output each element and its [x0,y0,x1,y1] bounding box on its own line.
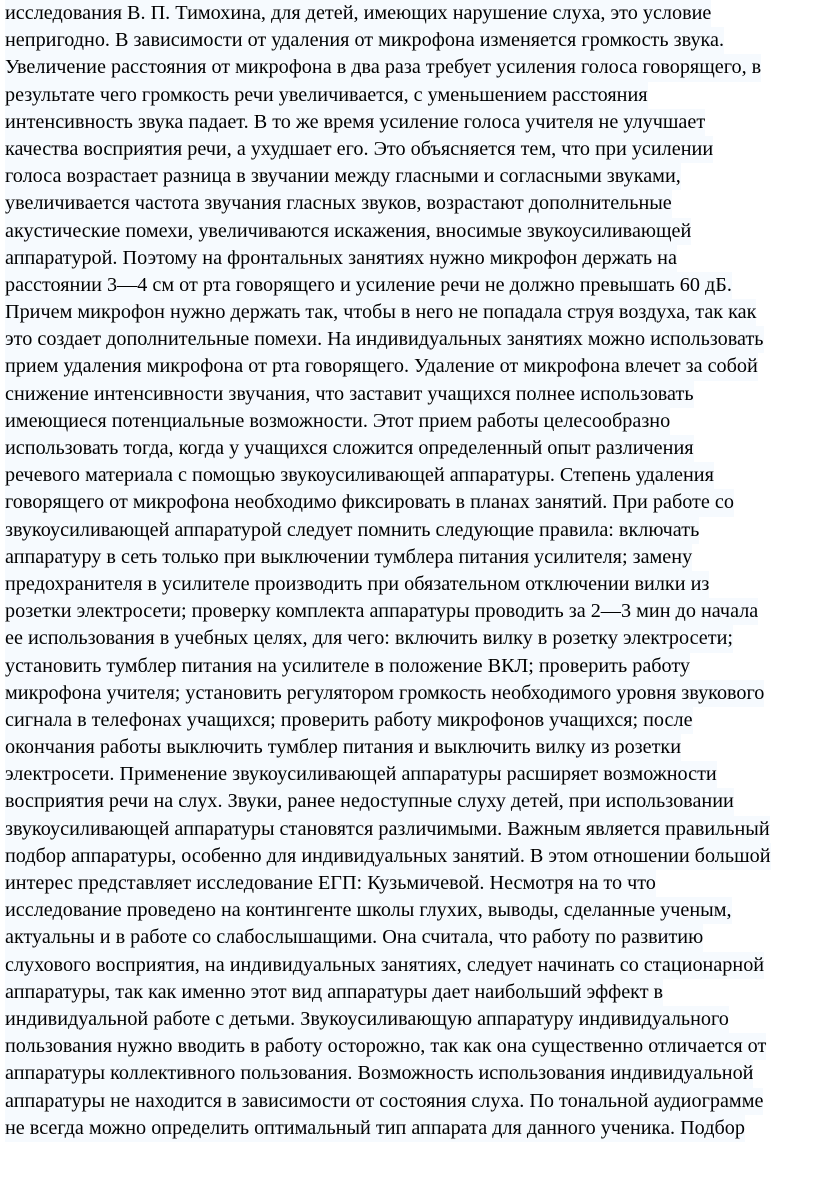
text-line: непригодно. В зависимости от удаления от микрофона изменяется громкость звука. [5,27,724,54]
text-line: Увеличение расстояния от микрофона в два раза требует усиления голоса говорящего, в [5,54,761,81]
text-line: качества восприятия речи, а ухудшает его. Это объясняется тем, что при усилении [5,136,713,163]
text-line: слухового восприятия, на индивидуальных занятиях, следует начинать со стационарной [5,952,764,979]
text-line: расстоянии 3—4 см от рта говорящего и усиление речи не должно превышать 60 дБ. [5,272,732,299]
text-line: установить тумблер питания на усилителе в положение ВКЛ; проверить работу [5,653,690,680]
text-line: пользования нужно вводить в работу осторожно, так как она существенно отличается от [5,1033,766,1060]
text-line: ее использования в учебных целях, для чего: включить вилку в розетку электросети; [5,625,733,652]
text-line: электросети. Применение звукоусиливающей аппаратуры расширяет возможности [5,761,717,788]
text-line: индивидуальной работе с детьми. Звукоусиливающую аппаратуру индивидуального [5,1006,729,1033]
text-line: голоса возрастает разница в звучании между гласными и согласными звуками, [5,163,681,190]
text-line: звукоусиливающей аппаратурой следует помнить следующие правила: включать [5,517,699,544]
text-line: микрофона учителя; установить регулятором громкость необходимого уровня звукового [5,680,764,707]
text-line: исследования В. П. Тимохина, для детей, имеющих нарушение слуха, это условие [5,0,711,27]
text-line: снижение интенсивности звучания, что заставит учащихся полнее использовать [5,381,694,408]
text-line: интерес представляет исследование ЕГП: Кузьмичевой. Несмотря на то что [5,870,656,897]
text-line: исследование проведено на контингенте школы глухих, выводы, сделанные ученым, [5,897,732,924]
text-line: это создает дополнительные помехи. На индивидуальных занятиях можно использовать [5,326,764,353]
text-line: аппаратуру в сеть только при выключении тумблера питания усилителя; замену [5,544,692,571]
document-body [5,0,771,1142]
text-line: говорящего от микрофона необходимо фиксировать в планах занятий. При работе со [5,489,734,516]
text-line: не всегда можно определить оптимальный тип аппарата для данного ученика. Подбор [5,1115,745,1142]
text-line: розетки электросети; проверку комплекта аппаратуры проводить за 2—3 мин до начала [5,598,758,625]
text-line: аппаратуры не находится в зависимости от состояния слуха. По тональной аудиограмме [5,1088,763,1115]
text-line: окончания работы выключить тумблер питания и выключить вилку из розетки [5,734,681,761]
text-line: предохранителя в усилителе производить при обязательном отключении вилки из [5,571,709,598]
text-line: речевого материала с помощью звукоусиливающей аппаратуры. Степень удаления [5,462,714,489]
text-line: результате чего громкость речи увеличивается, с уменьшением расстояния [5,82,648,109]
text-line: аппаратурой. Поэтому на фронтальных занятиях нужно микрофон держать на [5,245,677,272]
text-line: актуальны и в работе со слабослышащими. Она считала, что работу по развитию [5,924,703,951]
text-line: восприятия речи на слух. Звуки, ранее недоступные слуху детей, при использовании [5,788,734,815]
text-line: имеющиеся потенциальные возможности. Этот прием работы целесообразно [5,408,670,435]
text-line: интенсивность звука падает. В то же время усиление голоса учителя не улучшает [5,109,705,136]
text-line: Причем микрофон нужно держать так, чтобы в него не попадала струя воздуха, так как [5,299,756,326]
text-line: акустические помехи, увеличиваются искажения, вносимые звукоусиливающей [5,218,691,245]
text-line: аппаратуры, так как именно этот вид аппаратуры дает наибольший эффект в [5,979,663,1006]
text-line: сигнала в телефонах учащихся; проверить работу микрофонов учащихся; после [5,707,693,734]
text-line: увеличивается частота звучания гласных звуков, возрастают дополнительные [5,190,672,217]
text-line: прием удаления микрофона от рта говорящего. Удаление от микрофона влечет за собой [5,353,758,380]
text-line: звукоусиливающей аппаратуры становятся различимыми. Важным является правильный [5,816,770,843]
text-line: использовать тогда, когда у учащихся сложится определенный опыт различения [5,435,694,462]
text-line: аппаратуры коллективного пользования. Возможность использования индивидуальной [5,1060,753,1087]
text-line: подбор аппаратуры, особенно для индивидуальных занятий. В этом отношении большой [5,843,771,870]
